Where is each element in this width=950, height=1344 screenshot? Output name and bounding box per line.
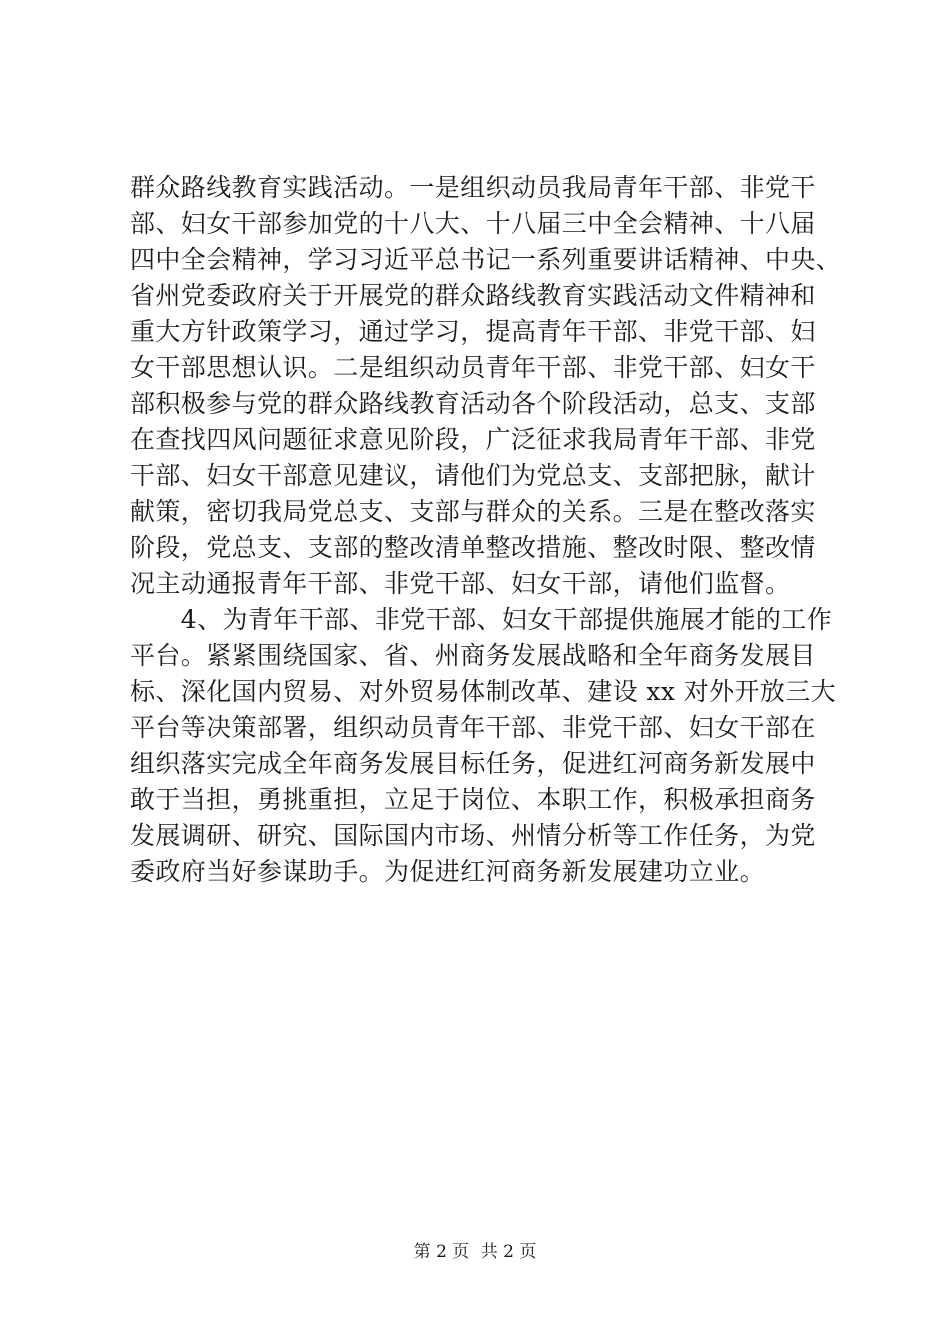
text-line: 干部、妇女干部意见建议，请他们为党总支、支部把脉，献计 [130, 461, 816, 490]
text-line: 群众路线教育实践活动。一是组织动员我局青年干部、非党干 [130, 173, 816, 202]
text-line: 4、为青年干部、非党干部、妇女干部提供施展才能的工作 [130, 605, 833, 634]
text-line: 部、妇女干部参加党的十八大、十八届三中全会精神、十八届 [130, 209, 816, 238]
text-line: 女干部思想认识。二是组织动员青年干部、非党干部、妇女干 [130, 353, 816, 382]
page-footer [0, 1240, 950, 1264]
text-line: 标、深化国内贸易、对外贸易体制改革、建设 xx 对外开放三大 [130, 677, 837, 706]
page-total: 共 2 页 [480, 1242, 537, 1262]
text-line: 在查找四风问题征求意见阶段，广泛征求我局青年干部、非党 [130, 425, 816, 454]
text-line: 省州党委政府关于开展党的群众路线教育实践活动文件精神和 [130, 281, 816, 310]
text-line: 重大方针政策学习，通过学习，提高青年干部、非党干部、妇 [130, 317, 816, 346]
text-line: 委政府当好参谋助手。为促进红河商务新发展建功立业。 [130, 857, 766, 886]
document-body [130, 170, 842, 890]
text-line: 况主动通报青年干部、非党干部、妇女干部，请他们监督。 [130, 569, 791, 598]
text-line: 献策，密切我局党总支、支部与群众的关系。三是在整改落实 [130, 497, 816, 526]
text-line: 平台。紧紧围绕国家、省、州商务发展战略和全年商务发展目 [130, 641, 816, 670]
text-line: 阶段，党总支、支部的整改清单整改措施、整改时限、整改情 [130, 533, 816, 562]
text-line: 组织落实完成全年商务发展目标任务，促进红河商务新发展中 [130, 749, 816, 778]
text-line: 部积极参与党的群众路线教育活动各个阶段活动，总支、支部 [130, 389, 816, 418]
text-line: 敢于当担，勇挑重担，立足于岗位、本职工作，积极承担商务 [130, 785, 816, 814]
text-line: 发展调研、研究、国际国内市场、州情分析等工作任务，为党 [130, 821, 816, 850]
text-line: 四中全会精神，学习习近平总书记一系列重要讲话精神、中央、 [130, 245, 842, 274]
page-number: 第 2 页 [413, 1242, 470, 1262]
text-line: 平台等决策部署，组织动员青年干部、非党干部、妇女干部在 [130, 713, 816, 742]
